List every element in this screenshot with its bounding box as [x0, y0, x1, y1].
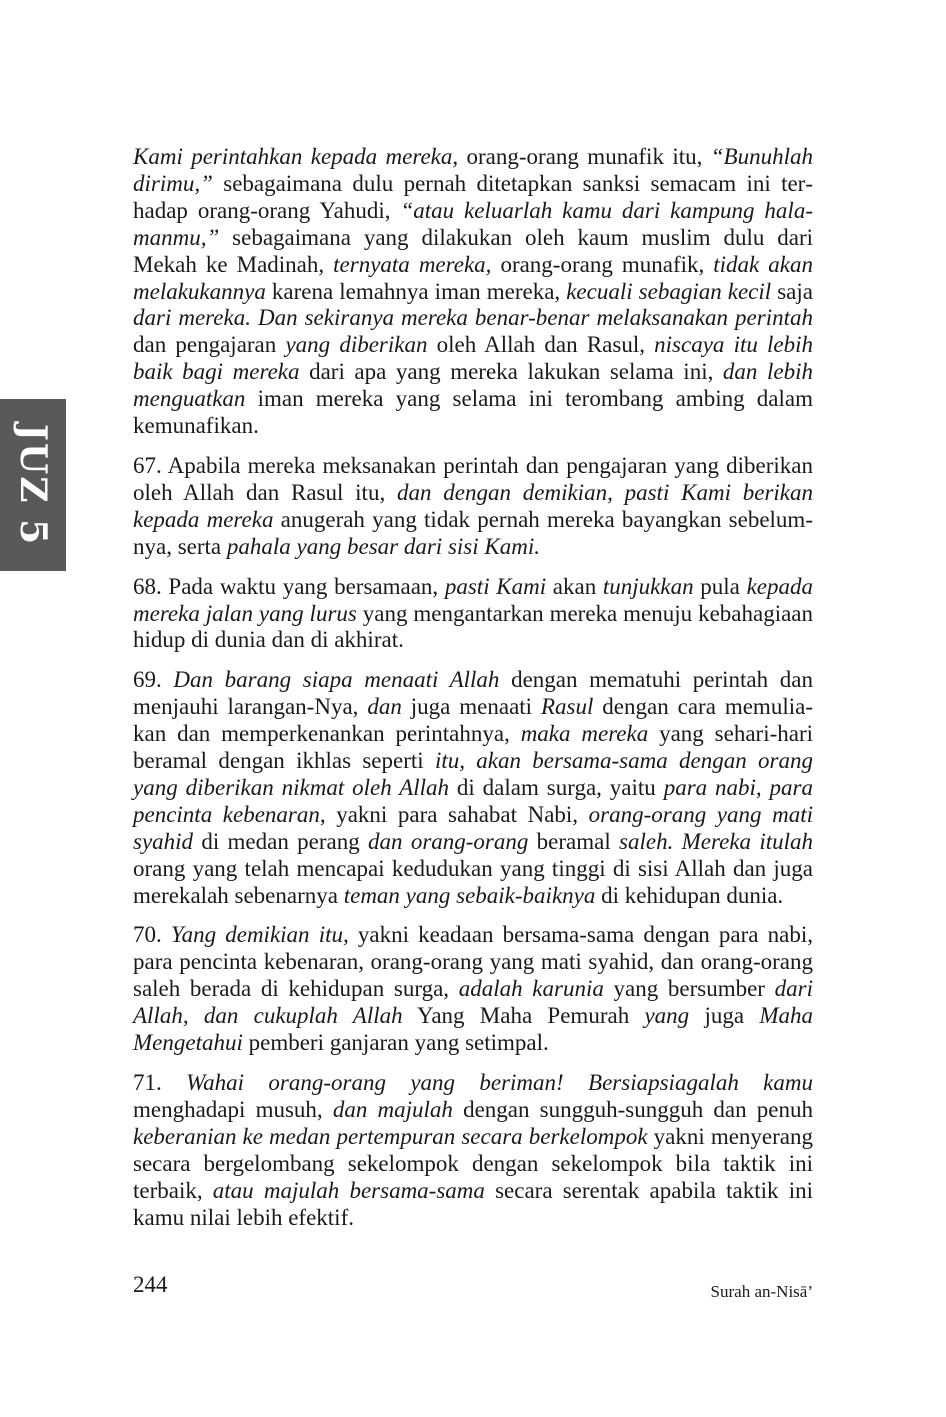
text-run: 70. — [133, 922, 171, 948]
paragraph-verse-71 — [133, 1070, 813, 1231]
text-run: dari apa yang mereka lakukan selama ini, — [299, 359, 723, 385]
italic-run: adalah karunia — [458, 976, 604, 1002]
text-run: 68. Pada waktu yang bersamaan, — [133, 573, 445, 599]
italic-run: dan orang-orang — [368, 828, 529, 854]
text-run: menghadapi musuh, — [133, 1096, 333, 1122]
italic-run: Rasul — [540, 694, 594, 720]
text-run: juga — [689, 1003, 760, 1029]
text-run: orang-orang munafik, — [491, 251, 714, 277]
paragraph-verse-69 — [133, 667, 813, 909]
text-run: , yakni para sahabat Nabi, — [319, 801, 589, 827]
italic-run: orang-orang yang mati syahid — [133, 801, 813, 854]
italic-run: kepada mereka jalan yang lurus — [133, 573, 813, 626]
text-run: dengan mematuhi perintah dan menjauhi larangan-Nya, — [133, 667, 814, 720]
italic-run: dari Allah, dan cukuplah Allah — [133, 976, 813, 1029]
italic-run: kecuali sebagian kecil — [566, 278, 772, 304]
text-run: 67. Apabila mereka meksanakan perintah dan pengajaran yang diberikan oleh Allah dan Rasul itu, — [133, 452, 813, 505]
italic-run: atau majulah bersama-sama — [212, 1177, 485, 1203]
italic-run: saleh. Mereka itulah — [619, 828, 813, 854]
body-text — [133, 144, 813, 1244]
text-run: yang bersumber — [603, 976, 775, 1002]
italic-run: yang diberikan — [285, 332, 428, 358]
text-run: yakni keadaan bersama-sama dengan para nabi, para pencinta kebenaran, orang-orang yang mati syahid, dan orang-orang saleh berada di kehidupan surga, — [133, 922, 813, 1002]
juz-side-tab — [0, 399, 66, 571]
italic-run: tidak akan melakukannya — [133, 251, 813, 304]
text-run: sebagaimana yang dilakukan oleh kaum muslim dulu dari Mekah ke Madinah, — [133, 224, 813, 277]
italic-run: niscaya itu lebih baik bagi mereka — [133, 332, 814, 385]
text-run: orang yang telah mencapai kedudukan yang tinggi di sisi Allah dan juga merekalah sebenarnya — [133, 855, 813, 908]
italic-run: Yang demikian itu, — [170, 922, 349, 948]
italic-run: dan majulah — [332, 1096, 453, 1122]
text-run: anugerah yang tidak pernah mereka bayangkan sebelumnya, serta — [133, 506, 813, 559]
italic-run: Maha Mengetahui — [133, 1003, 813, 1056]
text-run: juga menaati — [401, 694, 541, 720]
italic-run: yang — [644, 1003, 690, 1029]
italic-run: Dan barang siapa menaati Allah — [173, 667, 500, 693]
text-run: akan — [546, 573, 603, 599]
italic-run: “atau keluarlah kamu dari kampung halamanmu,” — [133, 197, 813, 250]
text-run: di kehidupan dunia. — [595, 882, 784, 908]
text-run: karena lemahnya iman mereka, — [265, 278, 567, 304]
text-run: di dalam surga, yaitu — [449, 774, 664, 800]
text-run: secara serentak apabila taktik ini kamu nilai lebih efektif. — [133, 1177, 813, 1230]
text-run: yang mengantarkan mereka menuju kebahagiaan hidup di dunia dan di akhirat. — [133, 600, 813, 653]
italic-run: “Bunuhlah dirimu,” — [133, 144, 813, 196]
text-run: dengan sungguh-sungguh dan penuh — [452, 1096, 813, 1122]
italic-run: keberanian ke medan pertempuran secara berkelompok — [133, 1123, 648, 1149]
italic-run: pasti Kami — [444, 573, 547, 599]
text-run: saja — [771, 278, 813, 304]
text-run: pula — [693, 573, 747, 599]
text-run: pemberi ganjaran yang setimpal. — [242, 1030, 549, 1056]
paragraph-verse-68 — [133, 574, 813, 655]
text-run: Yang Maha Pemurah — [402, 1003, 645, 1029]
italic-run: akan bersama-sama dengan orang yang diberikan nikmat oleh Allah — [133, 748, 814, 800]
italic-run: maka mereka — [520, 721, 649, 747]
italic-run: dari mereka. Dan sekiranya mereka benar-benar melaksanakan perintah — [133, 305, 813, 331]
italic-run: itu, — [434, 748, 465, 774]
text-run: orang-orang munafik itu, — [458, 144, 711, 169]
text-run: oleh Allah dan Rasul, — [427, 332, 655, 358]
text-run — [465, 748, 476, 773]
italic-run: dan lebih menguatkan — [133, 359, 813, 412]
text-run: iman mereka yang selama ini terombang ambing dalam kemunafikan. — [133, 386, 813, 439]
italic-run: dan — [367, 694, 402, 720]
paragraph-verse-70 — [133, 922, 813, 1057]
text-run: yang sehari-hari beramal dengan ikhlas seperti — [133, 721, 813, 774]
juz-label: JUZ 5 — [12, 423, 55, 547]
paragraph-continuation — [133, 144, 813, 440]
italic-run: Wahai orang-orang yang beriman! Bersiapsiagalah kamu — [186, 1070, 814, 1095]
text-run: dan pengajaran — [133, 332, 286, 358]
italic-run: tunjukkan — [602, 573, 694, 599]
paragraph-verse-67 — [133, 453, 813, 561]
italic-run: para nabi, para pencinta kebenaran — [133, 774, 814, 827]
italic-run: dan dengan demikian, pasti Kami berikan kepada mereka — [133, 479, 813, 532]
italic-run: ternyata mereka, — [333, 251, 492, 277]
running-title: Surah an-Nisā’ — [710, 1282, 813, 1301]
text-run: sebagaimana dulu pernah ditetapkan sanksi semacam ini terhadap orang-orang Yahudi, — [133, 170, 813, 223]
text-run: 69. — [133, 667, 174, 693]
italic-run: pahala yang besar dari sisi Kami. — [226, 533, 540, 559]
italic-run: teman yang sebaik-baiknya — [343, 882, 596, 908]
page-number: 244 — [133, 1272, 168, 1297]
text-run: dengan cara memuliakan dan memperkenankan perintahnya, — [133, 694, 813, 747]
text-run: beramal — [528, 828, 620, 854]
text-run: 71. — [133, 1070, 187, 1095]
italic-run: Kami perintahkan kepada mereka, — [133, 144, 459, 169]
text-run: yakni menyerang secara bergelombang sekelompok dengan sekelompok bila taktik ini terbaik, — [133, 1123, 814, 1203]
text-run: di medan perang — [193, 828, 369, 854]
